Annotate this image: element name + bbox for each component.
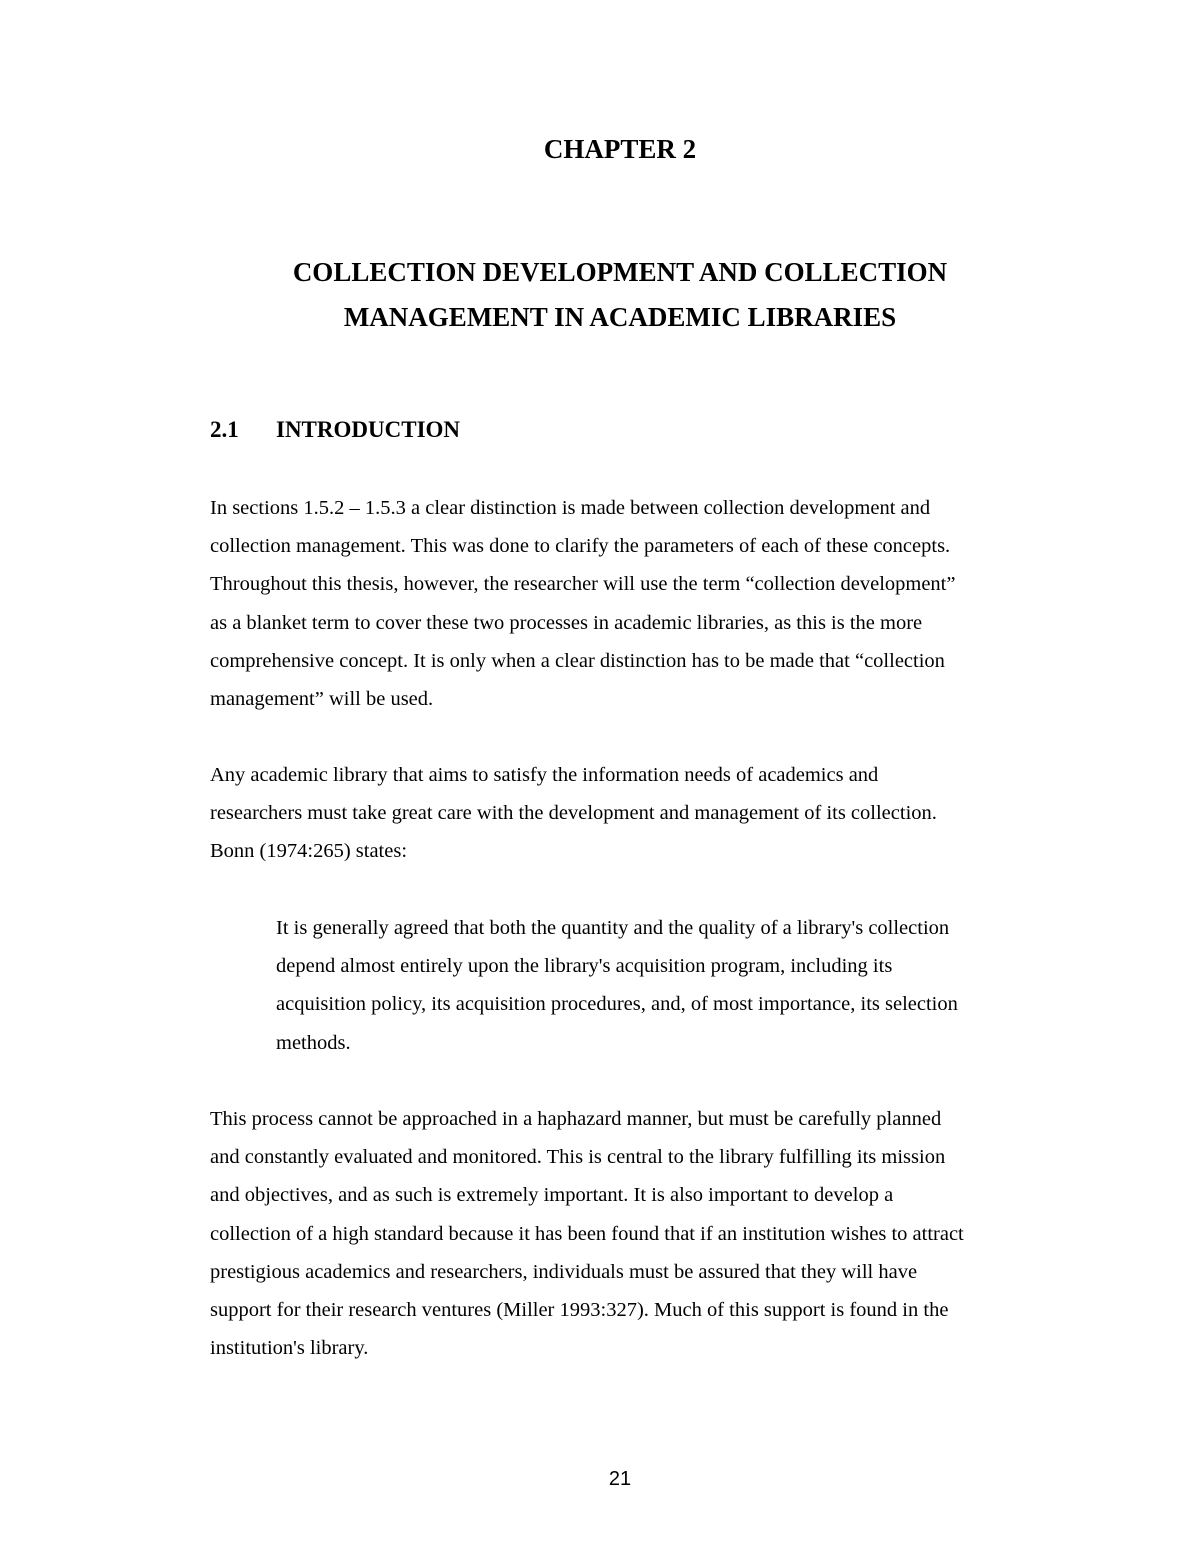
chapter-title-line: COLLECTION DEVELOPMENT AND COLLECTION bbox=[292, 257, 948, 287]
paragraph-line: prestigious academics and researchers, individuals must be assured that they will have bbox=[210, 1260, 918, 1283]
paragraph-line: support for their research ventures (Miller 1993:327). Much of this support is found in the bbox=[210, 1299, 949, 1322]
paragraph-line: collection of a high standard because it has been found that if an institution wishes to attract bbox=[210, 1222, 964, 1245]
section-heading bbox=[210, 414, 460, 446]
paragraph-line: Bonn (1974:265) states: bbox=[210, 840, 408, 863]
intro-paragraph-1 bbox=[210, 489, 1040, 718]
paragraph-line: researchers must take great care with the development and management of its collection. bbox=[210, 802, 937, 825]
chapter-title bbox=[0, 250, 1200, 340]
paragraph-line: management” will be used. bbox=[210, 688, 434, 711]
paragraph-line: institution's library. bbox=[210, 1337, 369, 1360]
chapter-title-line: MANAGEMENT IN ACADEMIC LIBRARIES bbox=[343, 302, 897, 332]
paragraph-line: Any academic library that aims to satisfy the information needs of academics and bbox=[210, 764, 879, 786]
paragraph-line: comprehensive concept. It is only when a clear distinction has to be made that “collection bbox=[210, 649, 945, 672]
paragraph-line: In sections 1.5.2 – 1.5.3 a clear distinction is made between collection development and bbox=[210, 497, 931, 519]
quote-line: depend almost entirely upon the library's acquisition program, including its bbox=[276, 955, 893, 978]
paragraph-line: as a blanket term to cover these two processes in academic libraries, as this is the more bbox=[210, 611, 923, 634]
page-number: 21 bbox=[608, 1468, 632, 1490]
section-number: 2.1 bbox=[210, 417, 239, 442]
paragraph-line: This process cannot be approached in a haphazard manner, but must be carefully planned bbox=[210, 1108, 942, 1130]
quote-line: acquisition policy, its acquisition procedures, and, of most importance, its selection bbox=[276, 993, 958, 1016]
chapter-label: CHAPTER 2 bbox=[543, 134, 697, 164]
paragraph-line: collection management. This was done to clarify the parameters of each of these concepts. bbox=[210, 535, 951, 558]
quote-line: methods. bbox=[276, 1031, 351, 1054]
section-title: INTRODUCTION bbox=[276, 417, 461, 442]
paragraph-line: and objectives, and as such is extremely important. It is also important to develop a bbox=[210, 1184, 894, 1207]
final-paragraph bbox=[210, 1100, 1040, 1367]
quote-line: It is generally agreed that both the quantity and the quality of a library's collection bbox=[276, 917, 950, 939]
block-quote bbox=[276, 909, 1036, 1062]
paragraph-line: Throughout this thesis, however, the researcher will use the term “collection development” bbox=[210, 573, 956, 596]
intro-paragraph-2 bbox=[210, 756, 1040, 871]
paragraph-line: and constantly evaluated and monitored. This is central to the library fulfilling its mission bbox=[210, 1146, 946, 1169]
